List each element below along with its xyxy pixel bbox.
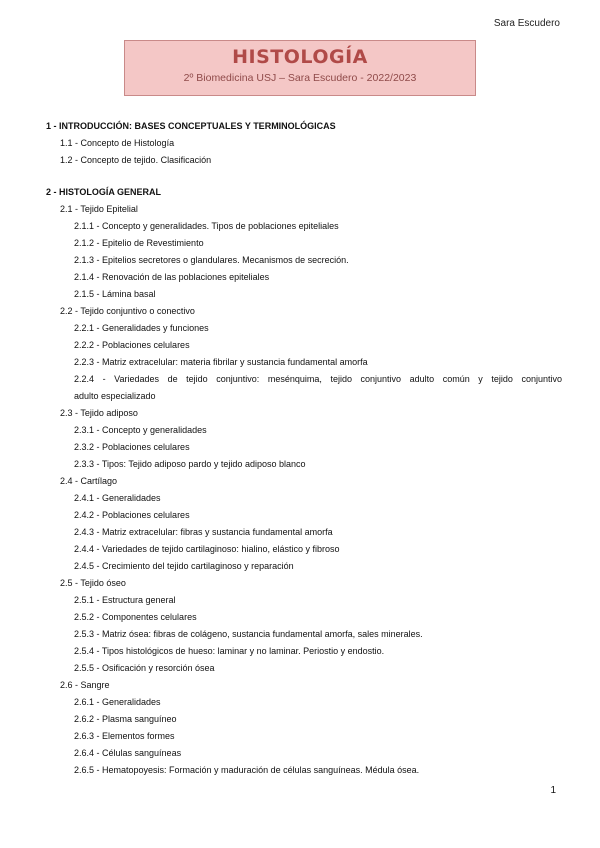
toc-item: 2.1.3 - Epitelios secretores o glandulares. Mecanismos de secreción. xyxy=(74,255,349,265)
toc-item: 2.6.1 - Generalidades xyxy=(74,697,161,707)
toc-item: 2.4.1 - Generalidades xyxy=(74,493,161,503)
toc-item: 2.2.4 - Variedades de tejido conjuntivo: mesénquima, tejido conjuntivo adulto común y tejido conjuntivo xyxy=(74,374,562,384)
document-subtitle: 2º Biomedicina USJ – Sara Escudero - 2022/2023 xyxy=(183,72,417,84)
title-box xyxy=(124,40,476,96)
toc-item: 2.3.2 - Poblaciones celulares xyxy=(74,442,190,452)
toc-item: 1.1 - Concepto de Histología xyxy=(60,138,175,148)
toc-section-2-5: 2.5 - Tejido óseo xyxy=(60,578,126,588)
toc-item: 2.6.4 - Células sanguíneas xyxy=(74,748,182,758)
toc-item: 2.3.1 - Concepto y generalidades xyxy=(74,425,207,435)
toc-item: 2.1.4 - Renovación de las poblaciones epiteliales xyxy=(74,272,270,282)
toc-section-2-6: 2.6 - Sangre xyxy=(60,680,110,690)
toc-item: 2.6.2 - Plasma sanguíneo xyxy=(74,714,177,724)
toc-item: 2.1.2 - Epitelio de Revestimiento xyxy=(74,238,204,248)
toc-item: 1.2 - Concepto de tejido. Clasificación xyxy=(60,155,212,165)
toc-item: 2.5.2 - Componentes celulares xyxy=(74,612,197,622)
page-number: 1 xyxy=(550,785,556,796)
toc-item: 2.5.4 - Tipos histológicos de hueso: laminar y no laminar. Periostio y endostio. xyxy=(74,646,385,656)
toc-section-2-4: 2.4 - Cartílago xyxy=(60,476,118,486)
toc-item: 2.4.3 - Matriz extracelular: fibras y sustancia fundamental amorfa xyxy=(74,527,333,537)
toc-section-2-3: 2.3 - Tejido adiposo xyxy=(60,408,138,418)
toc-item: 2.1.1 - Concepto y generalidades. Tipos de poblaciones epiteliales xyxy=(74,221,339,231)
table-of-contents xyxy=(46,118,562,779)
toc-item: 2.6.3 - Elementos formes xyxy=(74,731,175,741)
document-title: HISTOLOGÍA xyxy=(232,46,368,68)
toc-item: 2.2.3 - Matriz extracelular: materia fibrilar y sustancia fundamental amorfa xyxy=(74,357,368,367)
toc-item: 2.6.5 - Hematopoyesis: Formación y maduración de células sanguíneas. Médula ósea. xyxy=(74,765,420,775)
toc-item: 2.1.5 - Lámina basal xyxy=(74,289,156,299)
section-spacer xyxy=(46,169,562,184)
toc-section-2-2: 2.2 - Tejido conjuntivo o conectivo xyxy=(60,306,195,316)
toc-item-continuation: adulto especializado xyxy=(74,391,156,401)
toc-item: 2.4.5 - Crecimiento del tejido cartilaginoso y reparación xyxy=(74,561,294,571)
toc-chapter-2: 2 - HISTOLOGÍA GENERAL xyxy=(46,187,162,197)
toc-item: 2.4.2 - Poblaciones celulares xyxy=(74,510,190,520)
toc-item: 2.4.4 - Variedades de tejido cartilaginoso: hialino, elástico y fibroso xyxy=(74,544,340,554)
toc-item: 2.5.1 - Estructura general xyxy=(74,595,176,605)
toc-item: 2.5.3 - Matriz ósea: fibras de colágeno, sustancia fundamental amorfa, sales minerales. xyxy=(74,629,423,639)
toc-section-2-1: 2.1 - Tejido Epitelial xyxy=(60,204,138,214)
toc-item: 2.2.2 - Poblaciones celulares xyxy=(74,340,190,350)
toc-item: 2.5.5 - Osificación y resorción ósea xyxy=(74,663,215,673)
toc-item: 2.2.1 - Generalidades y funciones xyxy=(74,323,209,333)
toc-chapter-1: 1 - INTRODUCCIÓN: BASES CONCEPTUALES Y TERMINOLÓGICAS xyxy=(46,121,336,131)
page-header-author: Sara Escudero xyxy=(493,18,560,29)
toc-item: 2.3.3 - Tipos: Tejido adiposo pardo y tejido adiposo blanco xyxy=(74,459,306,469)
